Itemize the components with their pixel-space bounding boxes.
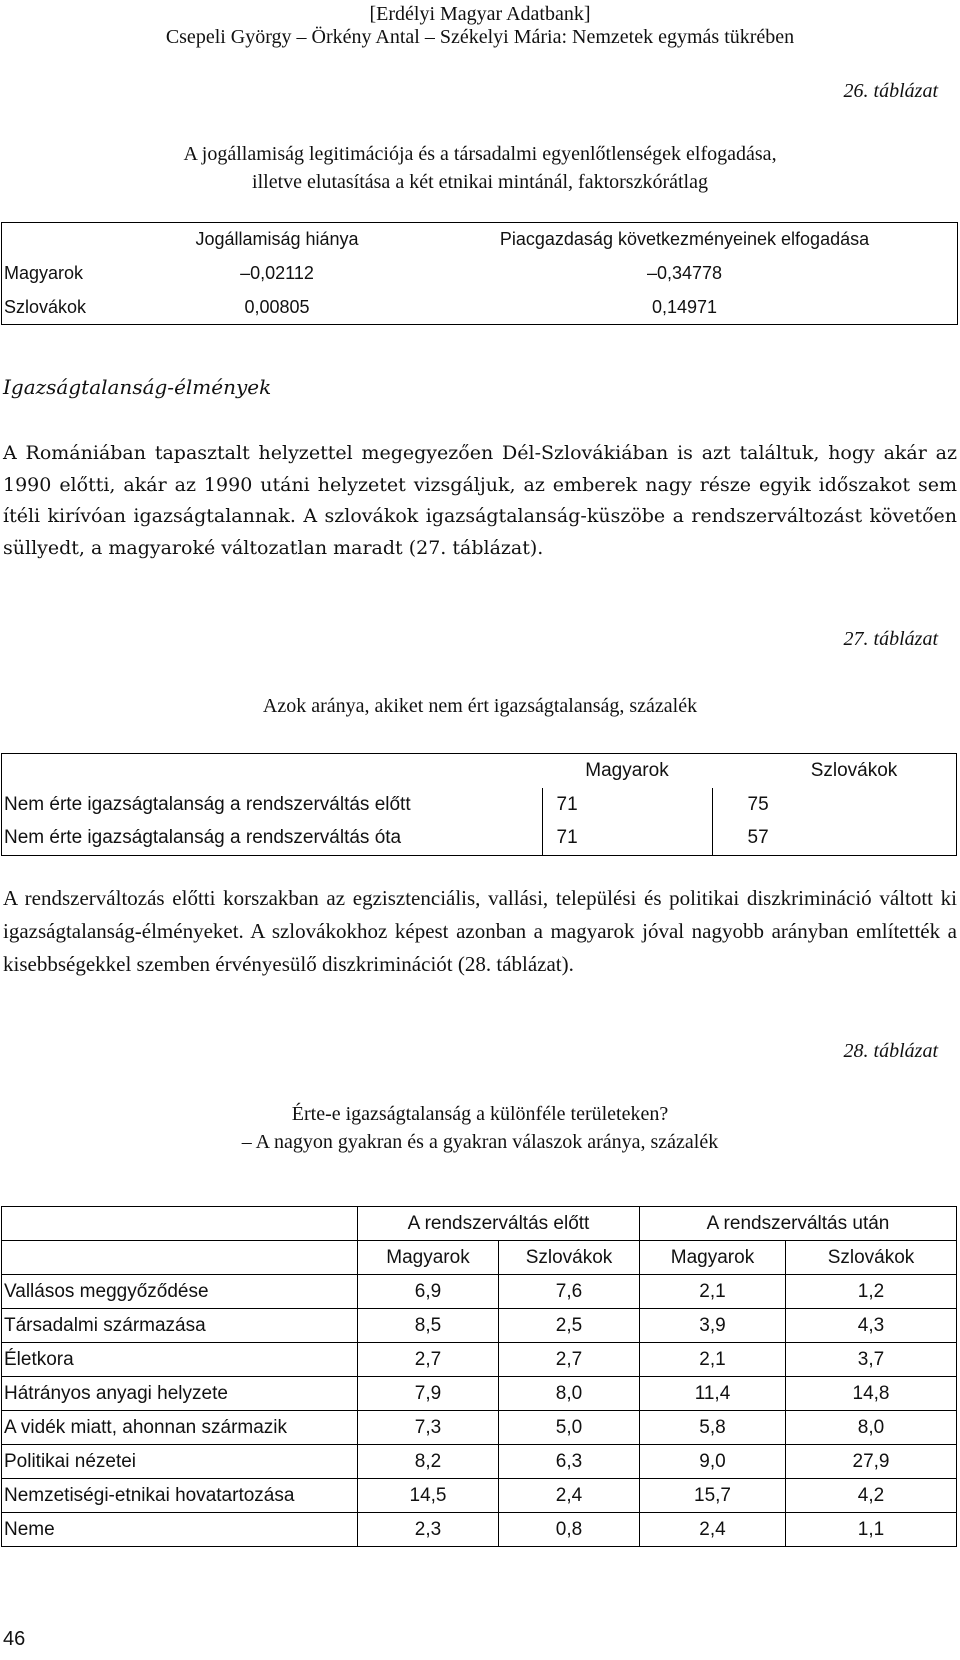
t28-cell: 2,4	[640, 1513, 786, 1547]
t27-col-header: Magyarok	[585, 759, 669, 781]
t26-cell: –0,02112	[240, 263, 314, 283]
t26-cell: –0,34778	[646, 263, 723, 283]
t28-cell: 2,7	[499, 1343, 640, 1377]
t26-cell: 0,00805	[244, 296, 310, 317]
t27-cell: 71	[542, 822, 712, 856]
t28-sub-header: Szlovákok	[786, 1241, 957, 1275]
t28-cell: 4,3	[786, 1309, 957, 1343]
table-row	[2, 291, 958, 325]
table-28-title-line2: – A nagyon gyakran és a gyakran válaszok aránya, százalék	[241, 1131, 719, 1153]
t28-row-label: A vidék miatt, ahonnan származik	[2, 1411, 358, 1445]
t28-cell: 8,2	[358, 1445, 499, 1479]
t28-cell: 27,9	[786, 1445, 957, 1479]
t28-cell: 15,7	[640, 1479, 786, 1513]
source-header: [Erdélyi Magyar Adatbank]	[369, 3, 591, 25]
t28-row-label: Vallásos meggyőződése	[2, 1275, 358, 1309]
table-row	[2, 788, 957, 822]
t28-cell: 0,8	[499, 1513, 640, 1547]
t28-cell: 8,0	[499, 1377, 640, 1411]
t28-cell: 2,1	[640, 1275, 786, 1309]
table-28-title-line1: Érte-e igazságtalanság a különféle területeken?	[291, 1103, 669, 1125]
t28-cell: 14,5	[358, 1479, 499, 1513]
t28-cell: 7,3	[358, 1411, 499, 1445]
t28-cell: 3,9	[640, 1309, 786, 1343]
t28-row-label: Hátrányos anyagi helyzete	[2, 1377, 358, 1411]
table-26	[1, 222, 958, 325]
table-27	[1, 753, 957, 856]
t28-cell: 6,3	[499, 1445, 640, 1479]
t28-row-label: Társadalmi származása	[2, 1309, 358, 1343]
t28-sub-header: Magyarok	[640, 1241, 786, 1275]
page-number: 46	[3, 1628, 26, 1650]
table-26-title-line2: illetve elutasítása a két etnikai mintánál, faktorszkórátlag	[252, 171, 708, 193]
t28-cell: 7,9	[358, 1377, 499, 1411]
t28-cell: 2,7	[358, 1343, 499, 1377]
t28-row-label: Életkora	[2, 1343, 358, 1377]
t28-cell: 1,2	[786, 1275, 957, 1309]
t28-cell: 8,5	[358, 1309, 499, 1343]
t26-col-header: Jogállamiság hiánya	[195, 229, 359, 250]
table-27-title: Azok aránya, akiket nem ért igazságtalanság, százalék	[262, 695, 698, 717]
t28-cell: 8,0	[786, 1411, 957, 1445]
t28-cell: 14,8	[786, 1377, 957, 1411]
t27-cell: 71	[542, 788, 712, 822]
table-row	[2, 1275, 957, 1309]
t28-group-header: A rendszerváltás után	[640, 1207, 957, 1241]
t27-cell: 57	[747, 827, 769, 849]
t28-cell: 1,1	[786, 1513, 957, 1547]
section-heading: Igazságtalanság-élmények	[3, 375, 272, 399]
t28-row-label: Neme	[2, 1513, 358, 1547]
t26-col-header: Piacgazdaság következményeinek elfogadása	[499, 229, 870, 250]
t26-cell: 0,14971	[651, 296, 718, 317]
t28-cell: 4,2	[786, 1479, 957, 1513]
t28-group-header: A rendszerváltás előtt	[358, 1207, 640, 1241]
table-28	[1, 1206, 957, 1547]
t26-row-label: Magyarok	[4, 263, 84, 283]
table-row	[2, 822, 957, 856]
t28-sub-header: Magyarok	[358, 1241, 499, 1275]
t28-cell: 2,3	[358, 1513, 499, 1547]
t27-col-header: Szlovákok	[810, 759, 898, 781]
t27-cell: 75	[747, 793, 769, 815]
t28-cell: 11,4	[640, 1377, 786, 1411]
t28-sub-header: Szlovákok	[499, 1241, 640, 1275]
table-row	[2, 1343, 957, 1377]
t28-row-label: Politikai nézetei	[2, 1445, 358, 1479]
table-28-label: 28. táblázat	[843, 1040, 938, 1062]
authors-header: Csepeli György – Örkény Antal – Székelyi Mária: Nemzetek egymás tükrében	[165, 26, 795, 48]
table-27-label: 27. táblázat	[843, 628, 938, 650]
t28-cell: 5,0	[499, 1411, 640, 1445]
table-row	[2, 257, 958, 291]
t28-cell: 2,5	[499, 1309, 640, 1343]
table-26-label: 26. táblázat	[843, 80, 938, 102]
paragraph-2: A rendszerváltozás előtti korszakban az egzisztenciális, vallási, települési és politikai diszkrimináció váltott ki igazságtalanság-élményeket. A szlovákokhoz képest azonban a magyarok jóval nagyobb arányban említették a kisebbségekkel szemben érvényesülő diszkriminációt (28. táblázat).	[3, 886, 957, 976]
t26-row-label: Szlovákok	[4, 296, 87, 317]
t28-cell: 6,9	[358, 1275, 499, 1309]
t28-cell: 2,1	[640, 1343, 786, 1377]
t28-cell: 7,6	[499, 1275, 640, 1309]
t28-cell: 5,8	[640, 1411, 786, 1445]
t27-row-label: Nem érte igazságtalanság a rendszerváltás előtt	[2, 788, 543, 822]
t28-row-label: Nemzetiségi-etnikai hovatartozása	[2, 1479, 358, 1513]
t27-row-label: Nem érte igazságtalanság a rendszerváltás óta	[2, 822, 543, 856]
t28-cell: 9,0	[640, 1445, 786, 1479]
table-26-title-line1: A jogállamiság legitimációja és a társadalmi egyenlőtlenségek elfogadása,	[183, 143, 777, 165]
table-row	[2, 1377, 957, 1411]
table-row	[2, 1445, 957, 1479]
paragraph-1: A Romániában tapasztalt helyzettel megegyezően Dél-Szlovákiában is azt találtuk, hogy akár az 1990 előtti, akár az 1990 utáni helyzetet vizsgáljuk, az emberek nagy része egyik időszakot sem ítéli kirívóan igazságtalannak. A szlovákok igazságtalanság-küszöbe a rendszerváltozást követően süllyedt, a magyaroké változatlan maradt (27. táblázat).	[3, 442, 957, 559]
t28-cell: 3,7	[786, 1343, 957, 1377]
table-row	[2, 1513, 957, 1547]
t28-cell: 2,4	[499, 1479, 640, 1513]
table-row	[2, 1411, 957, 1445]
table-row	[2, 1309, 957, 1343]
table-row	[2, 1479, 957, 1513]
